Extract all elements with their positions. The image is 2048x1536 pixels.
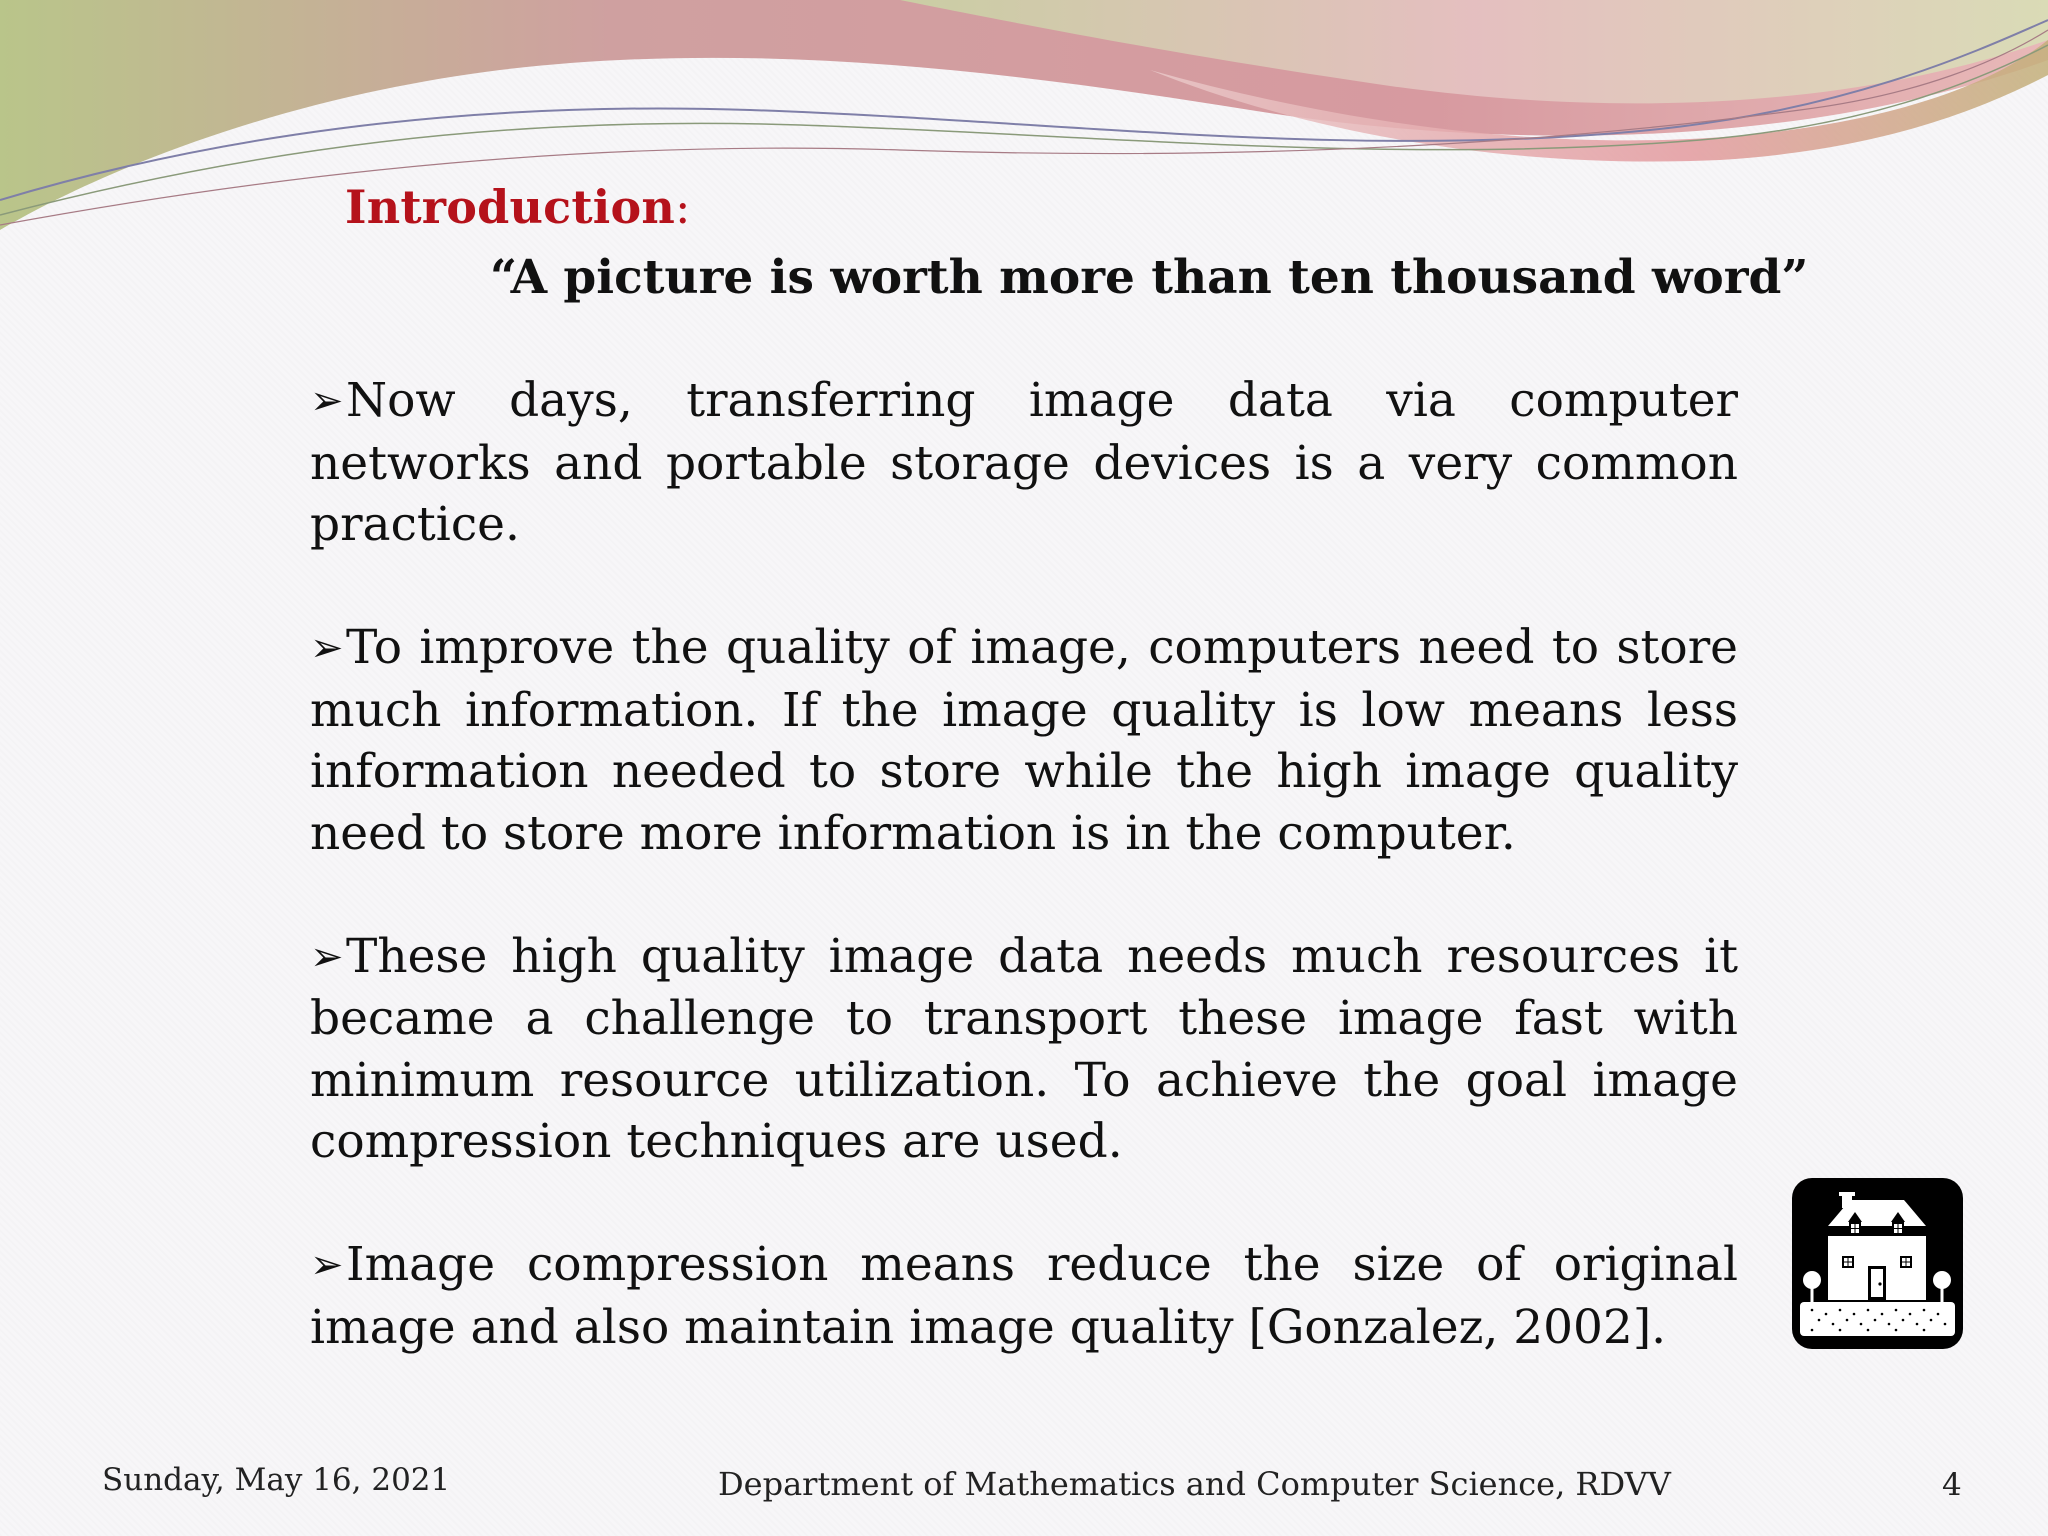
footer-date: Sunday, May 16, 2021 <box>102 1462 451 1498</box>
home-button[interactable] <box>1792 1178 1963 1349</box>
quote: “A picture is worth more than ten thousand word” <box>490 250 1809 305</box>
home-icon <box>1792 1178 1963 1349</box>
bullet-item <box>310 617 1738 864</box>
arrow-bullet-icon: ➢ <box>310 1242 344 1288</box>
bullet-item <box>310 926 1738 1173</box>
bullet-item <box>310 370 1738 556</box>
header-wave-decoration <box>0 0 2048 240</box>
bullet-item <box>310 1234 1738 1358</box>
arrow-bullet-icon: ➢ <box>310 378 344 424</box>
bullet-text: Now days, transferring image data via computer networks and portable storage devices is a very common practice. <box>310 373 1738 552</box>
bullet-text: To improve the quality of image, computers need to store much information. If the image quality is low means less information needed to store while the high image quality need to store more information is in the computer. <box>310 620 1738 861</box>
slide-title-colon: : <box>675 180 691 234</box>
page-number: 4 <box>1942 1467 1962 1503</box>
footer-department: Department of Mathematics and Computer Science, RDVV <box>718 1465 1671 1503</box>
slide-title-text: Introduction <box>345 180 675 234</box>
arrow-bullet-icon: ➢ <box>310 625 344 671</box>
slide-title <box>345 180 691 234</box>
bullet-text: Image compression means reduce the size of original image and also maintain image quality [Gonzalez, 2002]. <box>310 1237 1738 1355</box>
arrow-bullet-icon: ➢ <box>310 933 344 980</box>
bullet-text: These high quality image data needs much resources it became a challenge to transport these image fast with minimum resource utilization. To achieve the goal image compression techniques are used. <box>310 928 1738 1169</box>
bullet-list <box>310 370 1738 1420</box>
